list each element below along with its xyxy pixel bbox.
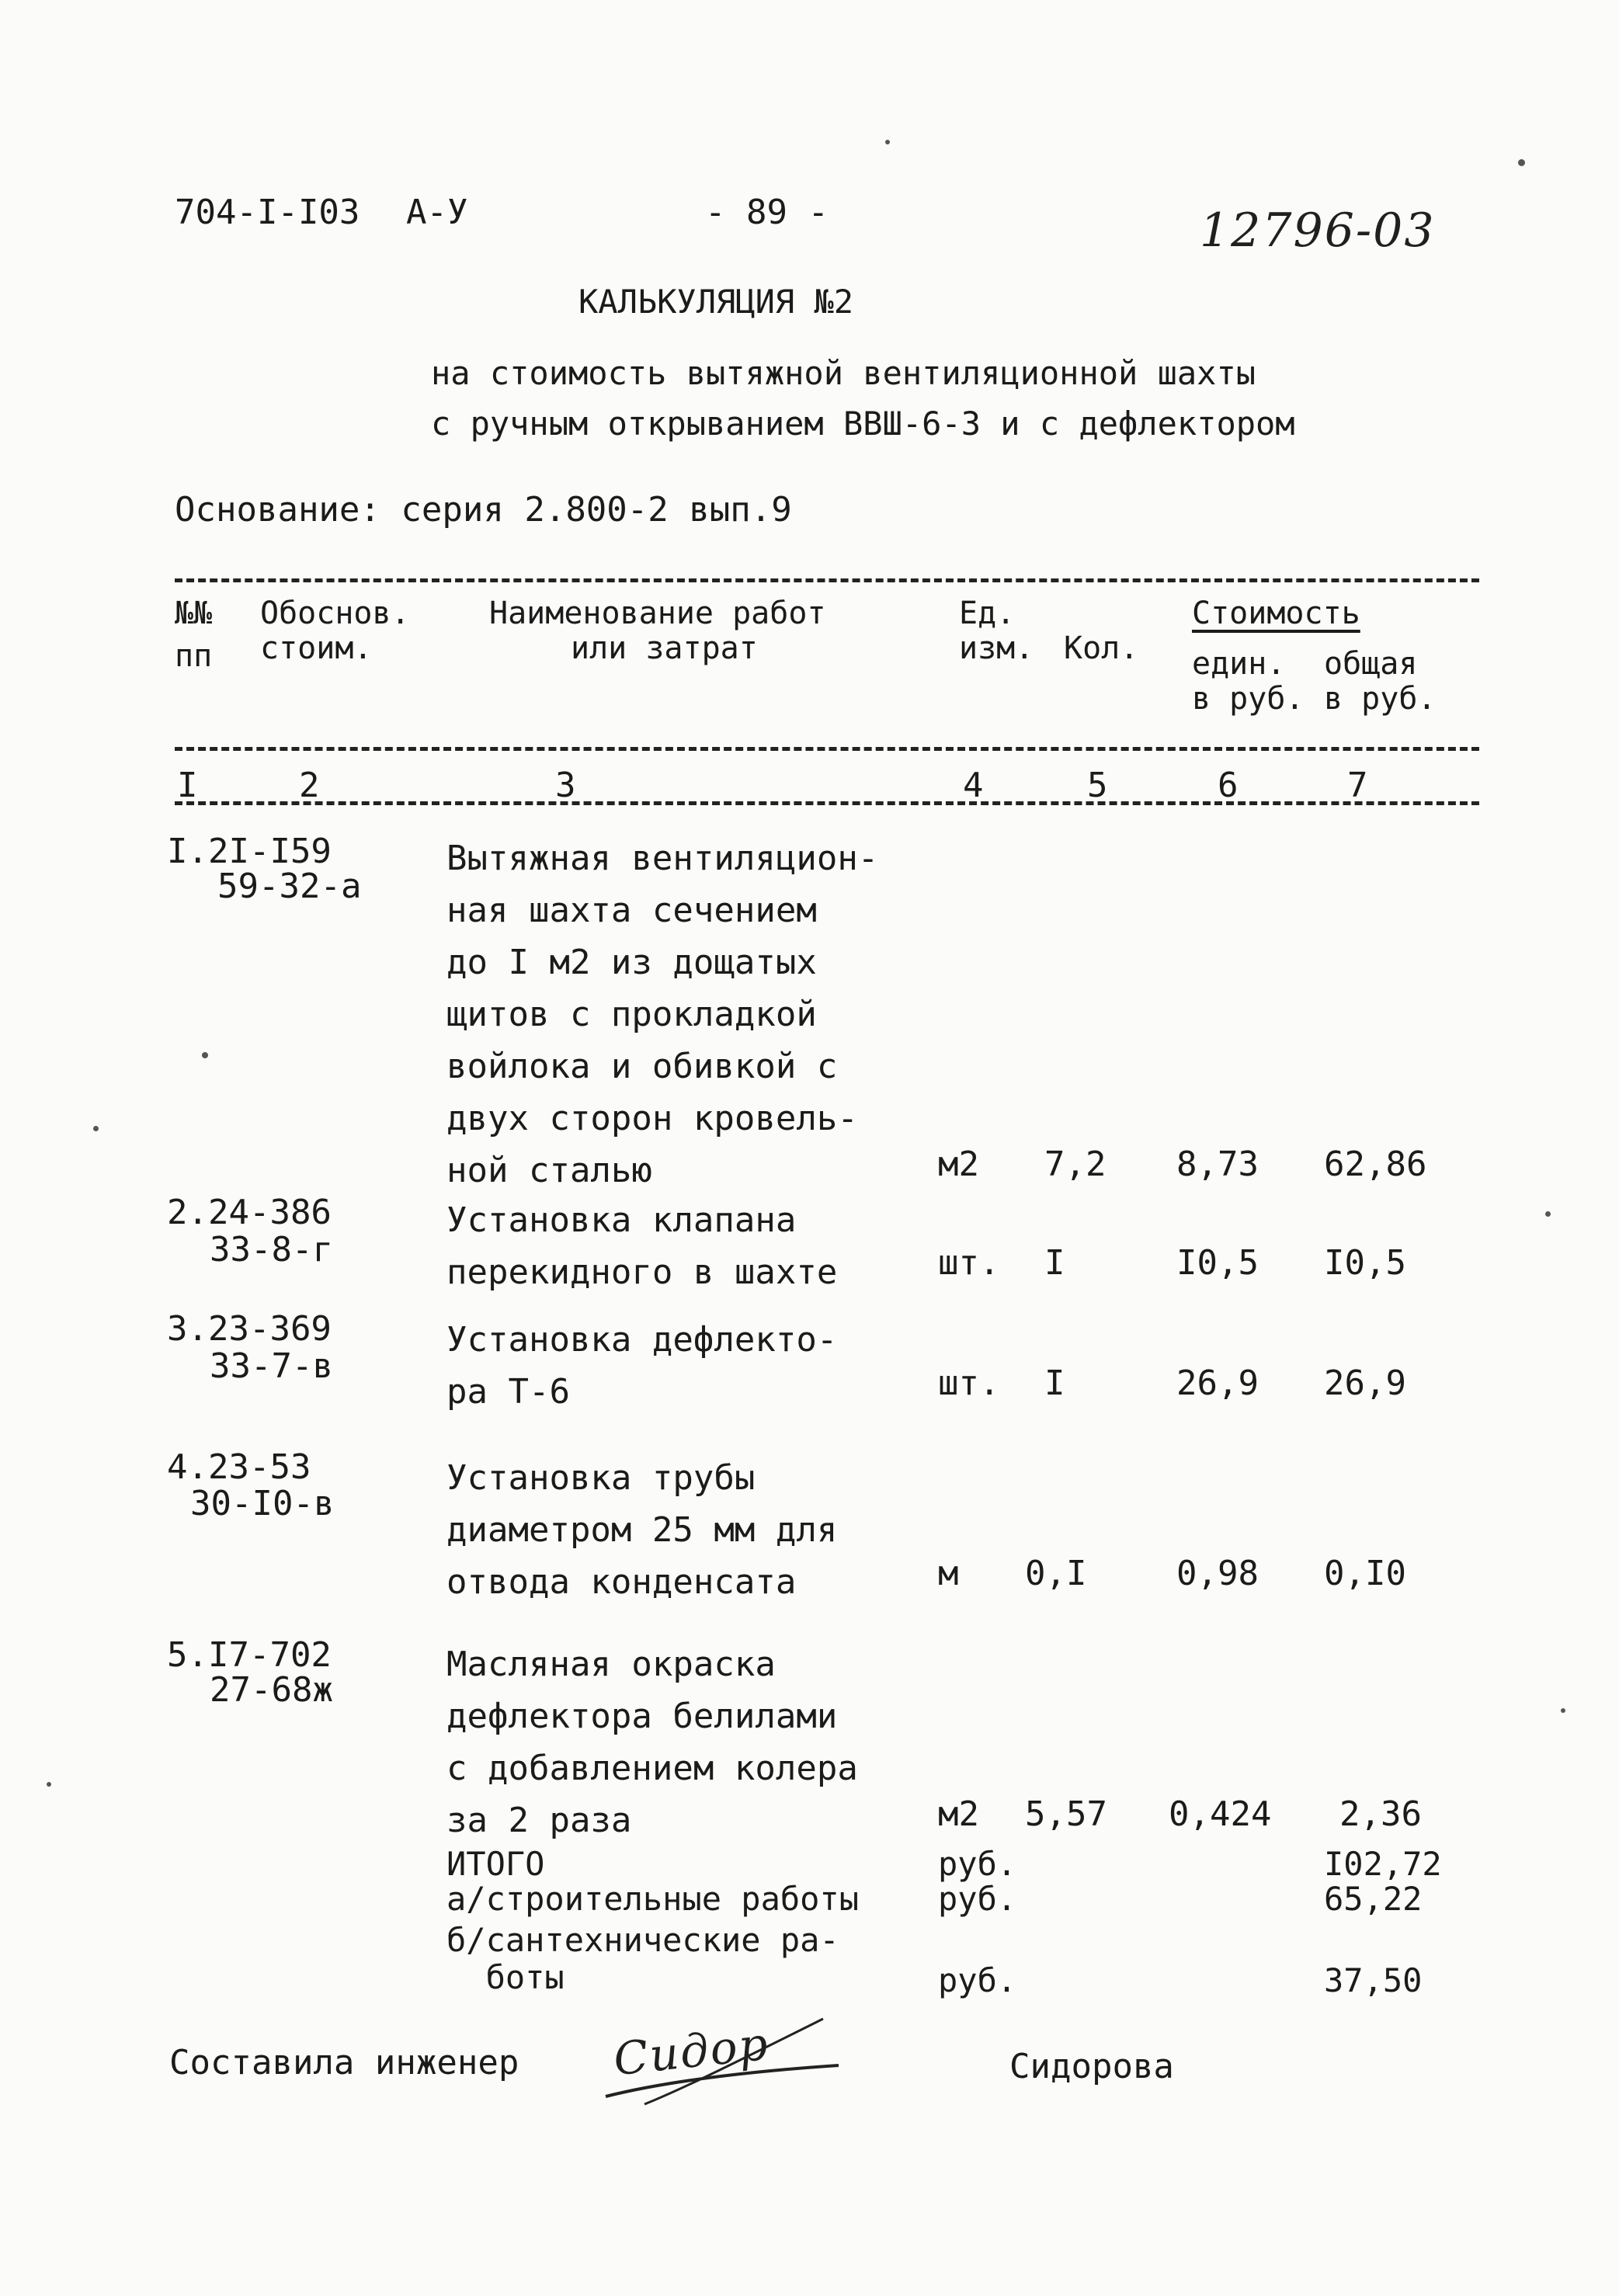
table-row-2-unit-price: I0,5	[1176, 1243, 1259, 1283]
plumbing-works-value: 37,50	[1324, 1961, 1423, 1999]
table-row-1-total: 62,86	[1324, 1145, 1427, 1184]
table-row-3-unit: шт.	[938, 1363, 1000, 1403]
scan-speck	[1518, 159, 1525, 166]
table-row-5-unit: м2	[938, 1794, 979, 1834]
scan-speck	[1545, 1211, 1551, 1217]
column-numbers-divider	[175, 801, 1479, 805]
table-row-2-code: 2.24-386	[167, 1193, 332, 1232]
table-row-4-total: 0,I0	[1324, 1554, 1406, 1593]
table-row-4-unit-price: 0,98	[1176, 1554, 1259, 1593]
page-subtitle-line2: с ручным открыванием ВВШ-6-3 и с дефлектором	[431, 405, 1295, 443]
table-row-5-unit-price: 0,424	[1169, 1794, 1272, 1834]
page-subtitle-line1: на стоимость вытяжной вентиляционной шахты	[431, 354, 1256, 392]
page-title: КАЛЬКУЛЯЦИЯ №2	[578, 283, 854, 321]
scan-speck	[885, 140, 890, 144]
column-number-3: 3	[555, 766, 576, 805]
table-row-3-code2: 33-7-в	[210, 1346, 333, 1386]
table-top-divider	[175, 578, 1479, 582]
table-row-2-total: I0,5	[1324, 1243, 1406, 1283]
handwritten-archive-number: 12796-03	[1200, 203, 1436, 258]
table-row-3-qty: I	[1044, 1363, 1065, 1403]
scan-speck	[1561, 1708, 1565, 1713]
table-row-3-description: Установка дефлекто- ра Т-6	[446, 1320, 838, 1412]
header-unit: Ед.	[959, 596, 1016, 631]
header-number-pp: пп	[175, 638, 213, 674]
table-row-3-total: 26,9	[1324, 1363, 1406, 1403]
signature-flourish	[590, 2011, 846, 2120]
table-row-3-unit-price: 26,9	[1176, 1363, 1259, 1403]
table-row-5-description: Масляная окраска дефлектора белилами с добавлением колера за 2 раза	[446, 1645, 858, 1840]
table-row-5-code2: 27-68ж	[210, 1670, 333, 1710]
header-basis: Обоснов.	[260, 596, 410, 631]
table-row-4-qty: 0,I	[1025, 1554, 1087, 1593]
table-row-4-code: 4.23-53	[167, 1447, 311, 1487]
header-work-name: Наименование работ	[489, 596, 826, 631]
header-quantity: Кол.	[1064, 630, 1139, 666]
scan-speck	[47, 1782, 51, 1787]
table-row-1-unit-price: 8,73	[1176, 1145, 1259, 1184]
table-row-4-code2: 30-I0-в	[190, 1484, 335, 1523]
header-cost-group: Стоимость	[1192, 596, 1360, 631]
header-unit-price-rub: в руб.	[1192, 681, 1305, 717]
table-row-1-code2: 59-32-а	[217, 867, 362, 906]
plumbing-works-unit: руб.	[938, 1961, 1017, 1999]
table-row-4-unit: м	[938, 1554, 959, 1593]
construction-works-label: а/строительные работы	[446, 1880, 860, 1918]
column-number-5: 5	[1087, 766, 1108, 805]
table-row-3-code: 3.23-369	[167, 1309, 332, 1349]
scan-speck	[202, 1052, 208, 1058]
table-row-2-qty: I	[1044, 1243, 1065, 1283]
scan-speck	[93, 1126, 99, 1131]
table-header-divider	[175, 747, 1479, 751]
compiled-by-label: Составила инженер	[169, 2043, 519, 2082]
basis-reference: Основание: серия 2.800-2 вып.9	[175, 490, 792, 530]
table-row-2-code2: 33-8-г	[210, 1230, 333, 1270]
header-unit-measure: изм.	[959, 630, 1034, 666]
header-basis-cost: стоим.	[260, 630, 373, 666]
column-number-7: 7	[1347, 766, 1368, 805]
table-row-1-unit: м2	[938, 1145, 979, 1184]
total-unit: руб.	[938, 1845, 1017, 1883]
construction-works-unit: руб.	[938, 1880, 1017, 1918]
handwritten-signature: Сидор	[610, 2016, 772, 2086]
table-row-1-qty: 7,2	[1044, 1145, 1107, 1184]
table-row-5-total: 2,36	[1339, 1794, 1422, 1834]
column-number-1: I	[177, 766, 198, 805]
header-number: №№	[175, 596, 213, 631]
total-label: ИТОГО	[446, 1845, 545, 1883]
total-value: I02,72	[1324, 1845, 1442, 1883]
document-code-suffix: А-У	[406, 193, 468, 232]
page-number: - 89 -	[705, 193, 829, 232]
table-row-5-qty: 5,57	[1025, 1794, 1107, 1834]
column-number-6: 6	[1218, 766, 1239, 805]
engineer-name: Сидорова	[1009, 2047, 1174, 2086]
plumbing-works-label: б/сантехнические ра- боты	[446, 1921, 839, 1996]
table-row-1-code: I.2I-I59	[167, 832, 332, 871]
header-total-rub: в руб.	[1324, 681, 1437, 717]
document-code: 704-I-I03	[175, 193, 360, 232]
table-row-5-code: 5.I7-702	[167, 1635, 332, 1675]
header-unit-price: един.	[1192, 646, 1286, 682]
column-number-4: 4	[963, 766, 984, 805]
table-row-1-description: Вытяжная вентиляцион- ная шахта сечением до I м2 из дощатых щитов с прокладкой войлока и обивкой с двух сторон кровель- ной сталью	[446, 839, 879, 1190]
header-total: общая	[1324, 646, 1418, 682]
table-row-2-unit: шт.	[938, 1243, 1000, 1283]
table-row-4-description: Установка трубы диаметром 25 мм для отвода конденсата	[446, 1458, 838, 1602]
table-row-2-description: Установка клапана перекидного в шахте	[446, 1200, 838, 1292]
construction-works-value: 65,22	[1324, 1880, 1423, 1918]
column-number-2: 2	[299, 766, 320, 805]
header-work-costs: или затрат	[571, 630, 758, 666]
